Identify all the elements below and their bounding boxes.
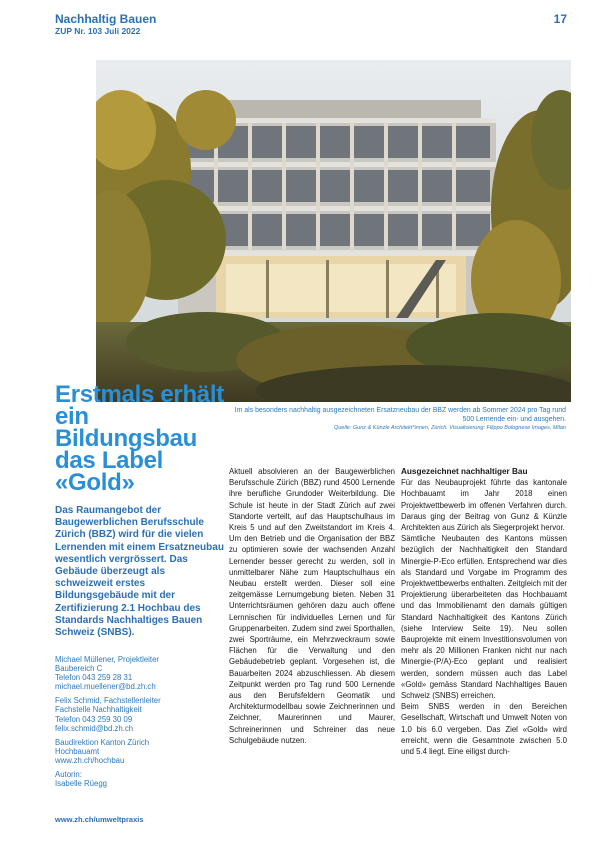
author-entry bbox=[55, 770, 225, 788]
caption-credit: Quelle: Gunz & Künzle Architekt*innen, Zürich. Visualisierung: Filippo Bolognese Images, Milan bbox=[333, 425, 566, 431]
contact-line: Felix Schmid, Fachstellenleiter bbox=[55, 696, 161, 706]
contact-line: Michael Müllener, Projektleiter bbox=[55, 655, 160, 664]
footer-link[interactable]: www.zh.ch/umweltpraxis bbox=[55, 815, 144, 824]
contact-entry bbox=[55, 696, 225, 732]
body-column-1 bbox=[229, 466, 395, 746]
contact-entry bbox=[55, 738, 225, 765]
author-label: Autorin: bbox=[55, 770, 82, 780]
contact-email-link[interactable]: michael.muellener@bd.zh.ch bbox=[55, 682, 156, 692]
author-name: Isabelle Rüegg bbox=[55, 779, 108, 789]
body-paragraph: Beim SNBS werden in den Bereichen Gesellschaft, Wirtschaft und Umwelt Noten von 1.0 bis 6.0 vergeben. Das Ziel «Gold» wird erreicht, wenn die Gesamtnote zwischen 5.0 und 5.4 liegt. Eine eiligst durch- bbox=[401, 702, 567, 757]
page-number: 17 bbox=[553, 12, 567, 26]
contact-email-link[interactable]: felix.schmid@bd.zh.ch bbox=[55, 723, 134, 733]
photo-caption bbox=[228, 406, 566, 432]
contact-web-link[interactable]: www.zh.ch/hochbau bbox=[55, 755, 125, 765]
building-photo bbox=[96, 60, 571, 402]
lead-paragraph: Das Raumangebot der Baugewerblichen Berufsschule Zürich (BBZ) wird für die vielen Lernenden mit einem Ersatzneubau wesentlich vergrössert. Das Gebäude überzeugt als schweizweit erstes Bildungsgebäude mit der Zertifizierung 2.1 Hochbau des Standards Nachhaltiges Bauen Schweiz (SNBS). bbox=[55, 505, 224, 639]
issue-label: ZUP Nr. 103 Juli 2022 bbox=[55, 26, 141, 36]
contact-block bbox=[55, 655, 225, 793]
contact-line: Telefon 043 259 30 09 bbox=[55, 714, 133, 724]
contact-line: Fachstelle Nachhaltigkeit bbox=[55, 705, 142, 715]
headline: Erstmals erhält ein Bildungsbau das Label «Gold» bbox=[55, 381, 224, 496]
body-paragraph: Aktuell absolvieren an der Baugewerblichen Berufsschule Zürich (BBZ) rund 4500 Lernende ihre berufliche Grundoder Weiterbildung. Die Schule ist heute in der Stadt Zürich auf zwei Standorte verteilt, auf das Hauptschulhaus im Kreis 5 und auf den Zweitstandort im Kreis 4. Um den Betrieb und die Organisation der BBZ zu optimieren sowie der wachsenden Anzahl Lernender besser gerecht zu werden, soll in unmittelbarer Nähe zum Hauptschulhaus ein Neubau erstellt werden. Dieser soll eine zeitgemässe Lernumgebung bieten. Neben 31 Unterrichtsräumen gehören dazu auch offene Lernnischen für individuelles Lernen und für Gruppenarbeiten. Zudem sind zwei Sporthallen, zwei Sporträume, ein Mehrzweckraum sowie Flächen für die Verwaltung und den Gebäudebetrieb geplant. Vorgesehen ist, die Bauarbeiten 2024 abzuschliessen. Ab diesem Zeitpunkt werden pro Tag rund 500 Lernende aus den Berufsfeldern Geomatik und Architekturmodellbau sowie Zeichnerinnen und Zeichner, Maurerinnen und Maurer, Schreinerinnen und Schreiner das neue Schulgebäude nutzen. bbox=[229, 467, 395, 745]
contact-line: Baubereich C bbox=[55, 664, 103, 674]
contact-entry bbox=[55, 655, 225, 691]
section-subheading: Ausgezeichnet nachhaltiger Bau bbox=[401, 467, 528, 476]
caption-text: Im als besonders nachhaltig ausgezeichneten Ersatzneubau der BBZ werden ab Sommer 2024 pro Tag rund 500 Lernende ein- und ausgehen. bbox=[234, 407, 566, 423]
building-photo-icon bbox=[96, 60, 571, 402]
body-column-2 bbox=[401, 466, 567, 757]
section-title: Nachhaltig Bauen bbox=[55, 12, 157, 26]
contact-line: Hochbauamt bbox=[55, 746, 100, 756]
contact-line: Baudirektion Kanton Zürich bbox=[55, 737, 150, 747]
contact-line: Telefon 043 259 28 31 bbox=[55, 673, 133, 683]
body-paragraph: Sämtliche Neubauten des Kantons müssen bezüglich der Nachhaltigkeit den Standard Minergie-P-Eco erfüllen. Entsprechend war dies als Standard und Vorgabe im Programm des Projektwettbewerbs enthalten. Zeitgleich mit der Projektierung überarbeiteten das Hochbauamt und das Immobilienamt den damals gültigen Standard Nachhaltigkeit des Kantons Zürich (siehe Interview Seite 19). Neu sollen Bauprojekte mit einem Investitionsvolumen von mehr als 20 Millionen Franken nicht nur nach Minergie-(P/A)-Eco geplant und realisiert werden, sondern müssen auch das Label «Gold» gemäss Standard Nachhaltiges Bauen Schweiz (SNBS) erreichen. bbox=[401, 534, 567, 701]
body-paragraph: Für das Neubauprojekt führte das kantonale Hochbauamt im Jahr 2018 einen Projektwettbewerb im offenen Verfahren durch. Daraus ging der Beitrag von Gunz & Künzle Architekten aus Zürich als Siegerprojekt hervor. bbox=[401, 478, 567, 533]
